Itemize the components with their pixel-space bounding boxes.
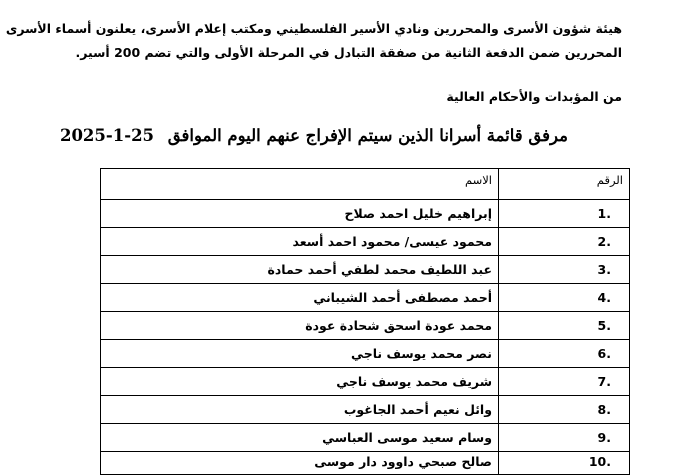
table-row: [101, 312, 630, 340]
column-header-number: الرقم: [499, 169, 630, 200]
row-name: شريف محمد يوسف ناجي: [101, 368, 499, 396]
row-name: وسام سعيد موسى العباسي: [101, 424, 499, 452]
intro-subtitle: [22, 85, 622, 109]
intro-paragraph: [5, 17, 622, 65]
row-number: 10.: [588, 454, 611, 469]
table-row: [101, 228, 630, 256]
table-row: [101, 256, 630, 284]
table-row: [101, 424, 630, 452]
table-row: [101, 368, 630, 396]
row-name: إبراهيم خليل احمد صلاح: [101, 200, 499, 228]
row-name: وائل نعيم أحمد الجاغوب: [101, 396, 499, 424]
column-header-name: الاسم: [101, 169, 499, 200]
intro-line-2: المحررين ضمن الدفعة الثانية من صفقة التبادل في المرحلة الأولى والتي تضم 200 أسير.: [75, 45, 622, 60]
table-row: [101, 340, 630, 368]
row-name: محمد عودة اسحق شحادة عودة: [101, 312, 499, 340]
table-row: [101, 396, 630, 424]
table-header-row: [101, 169, 630, 200]
row-number: 1.: [597, 206, 611, 221]
row-number: 5.: [597, 318, 611, 333]
intro-line-1: هيئة شؤون الأسرى والمحررين ونادي الأسير الفلسطيني ومكتب إعلام الأسرى، يعلنون أسماء الأسرى: [5, 21, 622, 36]
row-number: 8.: [597, 402, 611, 417]
row-number: 6.: [597, 346, 611, 361]
row-name: أحمد مصطفى أحمد الشيباني: [101, 284, 499, 312]
intro-line-3: من المؤبدات والأحكام العالية: [446, 89, 622, 104]
row-name: صالح صبحي داوود دار موسى: [101, 452, 499, 475]
row-name: عبد اللطيف محمد لطفي أحمد حمادة: [101, 256, 499, 284]
row-number: 3.: [597, 262, 611, 277]
list-heading: [60, 126, 568, 145]
prisoners-table: [100, 168, 630, 475]
table-row: [101, 452, 630, 475]
row-name: نصر محمد يوسف ناجي: [101, 340, 499, 368]
row-number: 7.: [597, 374, 611, 389]
table-row: [101, 200, 630, 228]
row-number: 9.: [597, 430, 611, 445]
list-heading-date: 2025-1-25: [59, 126, 155, 145]
row-number: 4.: [597, 290, 611, 305]
table-row: [101, 284, 630, 312]
row-name: محمود عيسى/ محمود احمد أسعد: [101, 228, 499, 256]
list-heading-text: مرفق قائمة أسرانا الذين سيتم الإفراج عنهم اليوم الموافق: [167, 126, 568, 145]
row-number: 2.: [597, 234, 611, 249]
